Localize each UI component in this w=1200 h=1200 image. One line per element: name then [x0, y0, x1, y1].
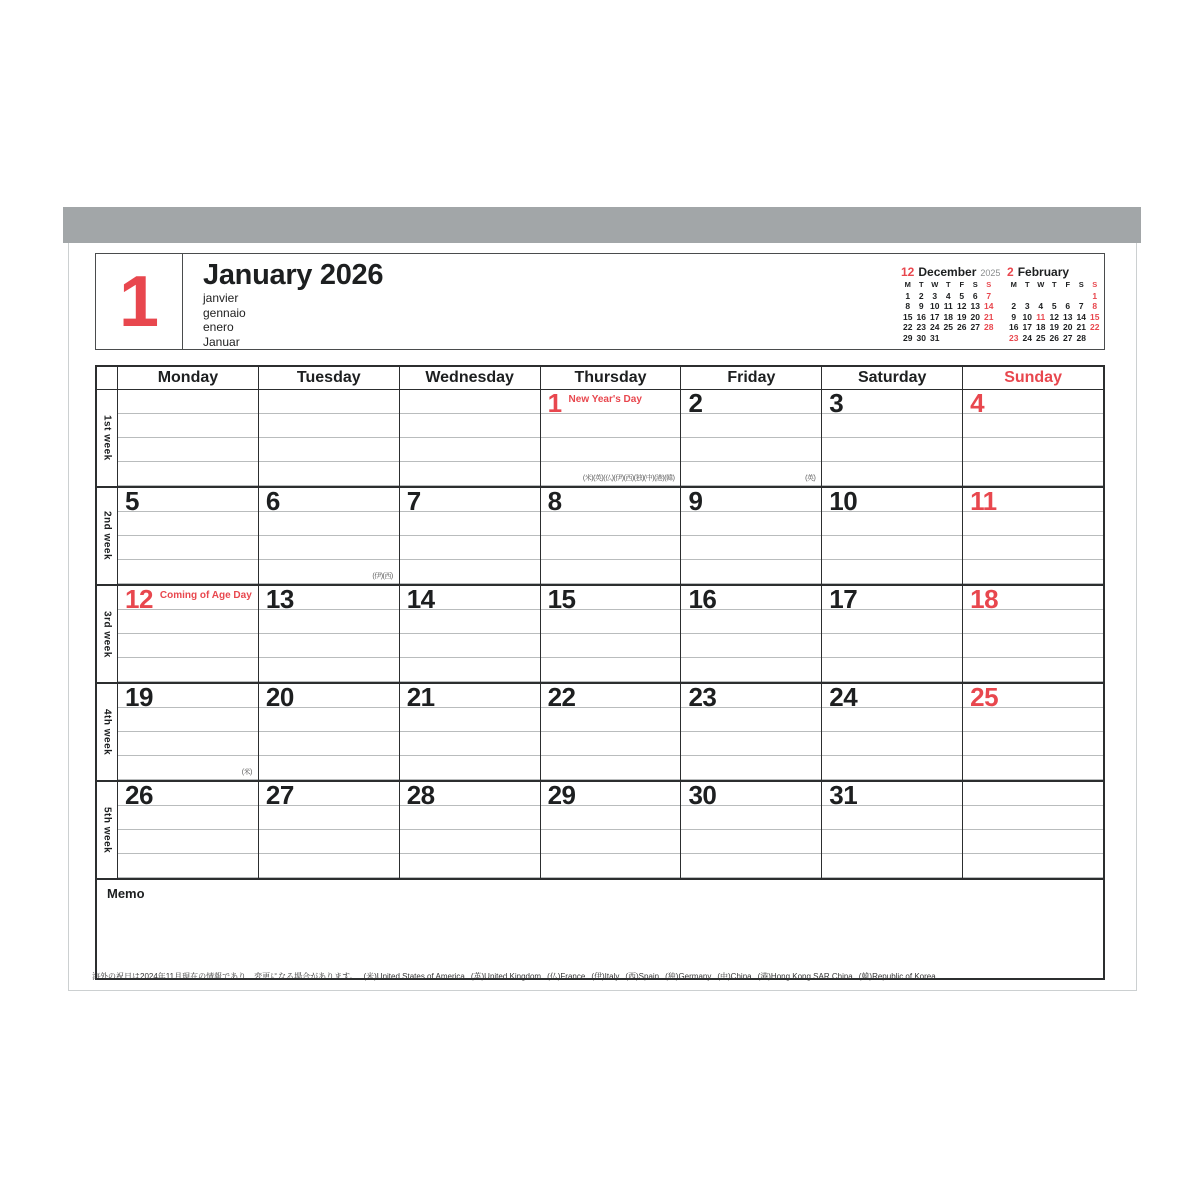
- day-cell: [821, 586, 962, 682]
- mini-day: 7: [986, 290, 992, 301]
- mini-day: 27: [970, 322, 980, 332]
- mini-week-row: [901, 312, 999, 323]
- date-line: [822, 780, 962, 810]
- mini-calendar-grid: [901, 280, 999, 343]
- mini-day: [969, 333, 983, 344]
- footer-note: [92, 971, 1102, 982]
- date-number: 25: [970, 682, 999, 712]
- date-number: 4: [970, 388, 985, 418]
- mini-weekday: T: [1051, 280, 1057, 289]
- mini-day: 12: [957, 301, 967, 311]
- day-cell: [117, 390, 258, 486]
- date-number: 28: [406, 780, 435, 810]
- week-label: 4th week: [101, 708, 113, 756]
- mini-day: [1075, 291, 1089, 302]
- mini-day: 19: [1049, 322, 1059, 332]
- mini-weekday: S: [1078, 280, 1084, 289]
- mini-day: 2: [1011, 301, 1017, 311]
- footer-disclaimer: 海外の祝日は2024年11月現在の情報であり、変更になる場合があります。: [92, 972, 358, 981]
- week-row: [97, 682, 1103, 780]
- day-cell: [399, 488, 540, 584]
- date-number: 30: [688, 780, 717, 810]
- mini-day: 18: [943, 311, 953, 322]
- mini-weekday: T: [918, 280, 924, 289]
- date-number: 6: [265, 486, 280, 516]
- day-cell: [117, 782, 258, 878]
- mini-day: 15: [1090, 311, 1100, 322]
- date-line: [681, 780, 821, 810]
- mini-day: [1061, 291, 1075, 302]
- date-line: [963, 486, 1103, 516]
- mini-month-number: 12: [901, 265, 915, 279]
- day-cell: [821, 684, 962, 780]
- country-badges: [805, 475, 815, 483]
- mini-day: 16: [916, 311, 926, 322]
- date-number: 22: [547, 682, 576, 712]
- date-line: [681, 486, 821, 516]
- day-cell: [540, 684, 681, 780]
- day-cell: [258, 586, 399, 682]
- header-band: [95, 253, 1105, 350]
- mini-weekday: W: [1037, 280, 1045, 289]
- mini-day: 9: [1011, 311, 1017, 322]
- week-label: 5th week: [101, 806, 113, 854]
- date-number: 18: [970, 584, 999, 614]
- day-cell: [117, 488, 258, 584]
- date-line: [541, 584, 681, 614]
- date-number: 10: [829, 486, 858, 516]
- mini-day: 22: [1090, 322, 1100, 332]
- mini-weekday-row: [1007, 280, 1105, 291]
- country-badge: (西): [623, 475, 634, 482]
- country-badge: (中): [643, 475, 655, 482]
- date-number: 20: [265, 682, 294, 712]
- week-label: 2nd week: [101, 511, 113, 561]
- mini-day: 25: [1036, 332, 1046, 343]
- mini-day: 21: [1076, 322, 1086, 332]
- date-number: 23: [688, 682, 717, 712]
- month-subtitle-es: enero: [203, 320, 234, 334]
- mini-month-number: 2: [1007, 265, 1014, 279]
- mini-day: 26: [1049, 332, 1059, 343]
- day-cell: [399, 586, 540, 682]
- mini-week-row: [1007, 322, 1105, 333]
- day-cell: [962, 390, 1103, 486]
- country-badge: (仏): [603, 475, 614, 482]
- day-cell: [540, 782, 681, 878]
- day-cell: [258, 684, 399, 780]
- mini-week-row: [901, 333, 999, 344]
- mini-day: [1007, 291, 1021, 302]
- mini-day: 19: [957, 311, 967, 322]
- mini-day: 21: [984, 311, 994, 322]
- mini-calendar-february: [1007, 265, 1105, 343]
- date-number: 1: [547, 388, 562, 418]
- mini-day: 31: [930, 332, 940, 343]
- mini-weekday: M: [1010, 280, 1017, 289]
- mini-day: 10: [1022, 311, 1032, 322]
- country-badge: (伊): [372, 573, 383, 580]
- mini-day: 12: [1049, 311, 1059, 322]
- mini-day: 15: [903, 311, 913, 322]
- country-badge: (港): [654, 475, 665, 482]
- date-number: 21: [406, 682, 435, 712]
- date-number: 14: [406, 584, 435, 614]
- mini-weekday: S: [1092, 280, 1098, 289]
- mini-calendar-title: [1007, 265, 1105, 278]
- date-number: 19: [125, 682, 153, 712]
- memo-label: Memo: [107, 886, 145, 901]
- date-line: [963, 388, 1103, 418]
- date-number: 27: [265, 780, 294, 810]
- mini-day: 30: [916, 332, 926, 343]
- day-cell: [680, 390, 821, 486]
- weekday-header-row: [97, 367, 1103, 390]
- month-subtitle-fr: janvier: [203, 291, 239, 305]
- mini-day: 14: [984, 301, 994, 311]
- mini-day: 8: [1092, 301, 1098, 311]
- date-number: 16: [688, 584, 717, 614]
- date-number: 15: [547, 584, 576, 614]
- mini-day: [955, 333, 969, 344]
- mini-day: [1048, 291, 1062, 302]
- date-number: 12: [125, 584, 153, 614]
- week-label-cell: [97, 488, 117, 584]
- mini-week-row: [901, 322, 999, 333]
- country-badge: (米): [582, 475, 594, 482]
- mini-day: 13: [970, 301, 980, 311]
- month-grid: [95, 365, 1105, 980]
- date-line: [400, 780, 540, 810]
- month-subtitle-de: Januar: [203, 334, 240, 349]
- day-cell: [821, 390, 962, 486]
- day-cell: [117, 586, 258, 682]
- month-title-box: [183, 253, 1105, 350]
- day-cell: [680, 684, 821, 780]
- week-label: 3rd week: [101, 610, 113, 658]
- date-line: [963, 682, 1103, 712]
- day-cell: [258, 782, 399, 878]
- holiday-label: Coming of Age Day: [159, 590, 252, 601]
- mini-day: 11: [943, 301, 953, 311]
- mini-day: 28: [1076, 332, 1086, 343]
- mini-day: 20: [1063, 322, 1073, 332]
- mini-day: 1: [1092, 290, 1098, 301]
- footer-legend-item: (米)United States of America: [363, 972, 465, 981]
- date-number: 8: [547, 486, 562, 516]
- mini-weekday-row: [901, 280, 999, 291]
- mini-day: 29: [903, 332, 913, 343]
- mini-day: 22: [903, 322, 913, 332]
- header-corner-cell: [97, 367, 117, 389]
- week-label: 1st week: [101, 415, 113, 461]
- date-line: [963, 584, 1103, 614]
- day-cell: [680, 488, 821, 584]
- mini-day: 6: [972, 290, 978, 301]
- footer-legend-item: (中)China: [717, 972, 752, 981]
- mini-day: 17: [1022, 322, 1032, 332]
- date-line: [681, 682, 821, 712]
- mini-day: 14: [1076, 311, 1086, 322]
- holiday-label: New Year's Day: [568, 394, 642, 405]
- mini-weekday: W: [931, 280, 939, 289]
- mini-day: 6: [1065, 301, 1071, 311]
- mini-day: 11: [1036, 311, 1046, 322]
- weekday-header-monday: Monday: [117, 367, 258, 389]
- weekday-header-saturday: Saturday: [821, 367, 962, 389]
- mini-weekday: T: [945, 280, 951, 289]
- day-cell: [540, 390, 681, 486]
- date-line: [822, 682, 962, 712]
- mini-calendar-grid: [1007, 280, 1105, 343]
- country-badge: (英): [805, 475, 816, 482]
- weekday-header-friday: Friday: [680, 367, 821, 389]
- mini-month-year: 2025: [980, 268, 1001, 278]
- mini-day: 3: [932, 290, 938, 301]
- mini-day: 7: [1078, 301, 1084, 311]
- mini-day: 24: [1022, 332, 1032, 343]
- mini-day: 23: [916, 322, 926, 332]
- day-cell: [821, 488, 962, 584]
- day-cell: [399, 684, 540, 780]
- mini-day: 27: [1063, 332, 1073, 343]
- mini-day: 4: [945, 290, 951, 301]
- mini-day: 24: [930, 322, 940, 332]
- day-cell: [962, 488, 1103, 584]
- day-cell: [540, 586, 681, 682]
- country-badges: [583, 475, 675, 483]
- day-cell: [962, 586, 1103, 682]
- date-number: 17: [829, 584, 858, 614]
- date-number: 9: [688, 486, 703, 516]
- date-line: [400, 486, 540, 516]
- week-row: [97, 390, 1103, 486]
- day-cell: [117, 684, 258, 780]
- mini-day: 8: [905, 301, 911, 311]
- mini-calendar-title: [901, 265, 999, 278]
- date-number: 24: [829, 682, 858, 712]
- date-line: [259, 780, 399, 810]
- country-badges: [242, 769, 252, 777]
- day-cell: [399, 390, 540, 486]
- footer-legend-item: (韓)Republic of Korea: [858, 972, 936, 981]
- day-cell: [680, 586, 821, 682]
- date-line: [400, 682, 540, 712]
- day-cell: [399, 782, 540, 878]
- memo-section: [97, 878, 1103, 978]
- week-label-cell: [97, 390, 117, 486]
- date-line: [118, 682, 258, 712]
- country-badge: (英): [593, 475, 604, 482]
- footer-legend-item: (独)Germany: [665, 972, 712, 981]
- mini-week-row: [1007, 333, 1105, 344]
- mini-day: 28: [984, 322, 994, 332]
- weekday-header-thursday: Thursday: [540, 367, 681, 389]
- mini-day: 13: [1063, 311, 1073, 322]
- mini-day: 26: [957, 322, 967, 332]
- mini-day: [1021, 291, 1035, 302]
- date-line: [400, 584, 540, 614]
- mini-day: 16: [1009, 322, 1019, 332]
- date-line: [822, 388, 962, 418]
- date-line: [822, 486, 962, 516]
- day-cell: [680, 782, 821, 878]
- date-number: 11: [970, 486, 997, 516]
- mini-day: 20: [970, 311, 980, 322]
- mini-day: 5: [959, 290, 965, 301]
- mini-week-row: [1007, 312, 1105, 323]
- country-badge: (米): [241, 769, 252, 776]
- mini-day: 4: [1038, 301, 1044, 311]
- mini-calendar-december: [901, 265, 999, 343]
- day-cell: [962, 782, 1103, 878]
- mini-day: 17: [930, 311, 940, 322]
- mini-weekday: M: [904, 280, 911, 289]
- weekday-header-tuesday: Tuesday: [258, 367, 399, 389]
- country-badge: (独): [633, 475, 644, 482]
- country-badge: (韓): [664, 475, 675, 482]
- weekday-header-wednesday: Wednesday: [399, 367, 540, 389]
- mini-day: 9: [918, 301, 924, 311]
- week-label-cell: [97, 586, 117, 682]
- day-cell: [258, 488, 399, 584]
- month-number-box: [95, 253, 183, 350]
- weekday-header-sunday: Sunday: [962, 367, 1103, 389]
- date-line: [118, 780, 258, 810]
- date-line: [118, 584, 258, 614]
- mini-day: 18: [1036, 322, 1046, 332]
- footer-legend-item: (西)Spain: [625, 972, 660, 981]
- week-label-cell: [97, 684, 117, 780]
- date-line: [541, 486, 681, 516]
- month-title: January 2026: [203, 259, 384, 291]
- mini-month-name: February: [1017, 265, 1070, 279]
- date-number: 31: [829, 780, 858, 810]
- mini-day: [1088, 333, 1102, 344]
- date-line: [541, 682, 681, 712]
- mini-day: [982, 333, 996, 344]
- mini-day: 3: [1024, 301, 1030, 311]
- mini-weekday: T: [1024, 280, 1030, 289]
- mini-day: 2: [918, 290, 924, 301]
- mini-month-name: December: [918, 265, 977, 279]
- week-row: [97, 584, 1103, 682]
- country-badge: (伊): [613, 475, 624, 482]
- mini-day: 5: [1051, 301, 1057, 311]
- day-cell: [821, 782, 962, 878]
- day-cell: [258, 390, 399, 486]
- mini-week-row: [1007, 291, 1105, 302]
- binding-bar: [63, 207, 1141, 243]
- date-line: [541, 780, 681, 810]
- mini-day: 1: [905, 290, 911, 301]
- mini-day: 10: [930, 301, 940, 311]
- date-number: 2: [688, 388, 703, 418]
- date-line: [259, 682, 399, 712]
- mini-week-row: [901, 301, 999, 312]
- mini-weekday: S: [972, 280, 978, 289]
- date-number: 26: [125, 780, 153, 810]
- week-row: [97, 780, 1103, 878]
- date-number: 13: [265, 584, 294, 614]
- mini-week-row: [1007, 301, 1105, 312]
- date-number: 7: [406, 486, 421, 516]
- date-line: [541, 388, 681, 418]
- date-line: [259, 486, 399, 516]
- month-number: 1: [118, 261, 160, 342]
- footer-legend-item: (仏)France: [547, 972, 586, 981]
- mini-weekday: F: [1065, 280, 1071, 289]
- week-label-cell: [97, 782, 117, 878]
- date-line: [822, 584, 962, 614]
- day-cell: [540, 488, 681, 584]
- mini-weekday: S: [986, 280, 992, 289]
- mini-day: 23: [1009, 332, 1019, 343]
- date-line: [259, 584, 399, 614]
- date-number: 3: [829, 388, 844, 418]
- country-badges: [372, 573, 392, 581]
- mini-weekday: F: [959, 280, 965, 289]
- date-line: [681, 584, 821, 614]
- date-number: 5: [125, 486, 139, 516]
- mini-day: [1034, 291, 1048, 302]
- footer-legend-item: (伊)Italy: [591, 972, 620, 981]
- month-subtitle-it: gennaio: [203, 305, 246, 320]
- country-badge: (西): [382, 573, 393, 580]
- footer-legend-item: (英)United Kingdom: [470, 972, 542, 981]
- date-number: 29: [547, 780, 576, 810]
- week-row: [97, 486, 1103, 584]
- mini-week-row: [901, 291, 999, 302]
- date-line: [681, 388, 821, 418]
- mini-day: [942, 333, 956, 344]
- date-line: [118, 486, 258, 516]
- footer-legend-item: (港)Hong Kong SAR China: [757, 972, 853, 981]
- mini-day: 25: [943, 322, 953, 332]
- day-cell: [962, 684, 1103, 780]
